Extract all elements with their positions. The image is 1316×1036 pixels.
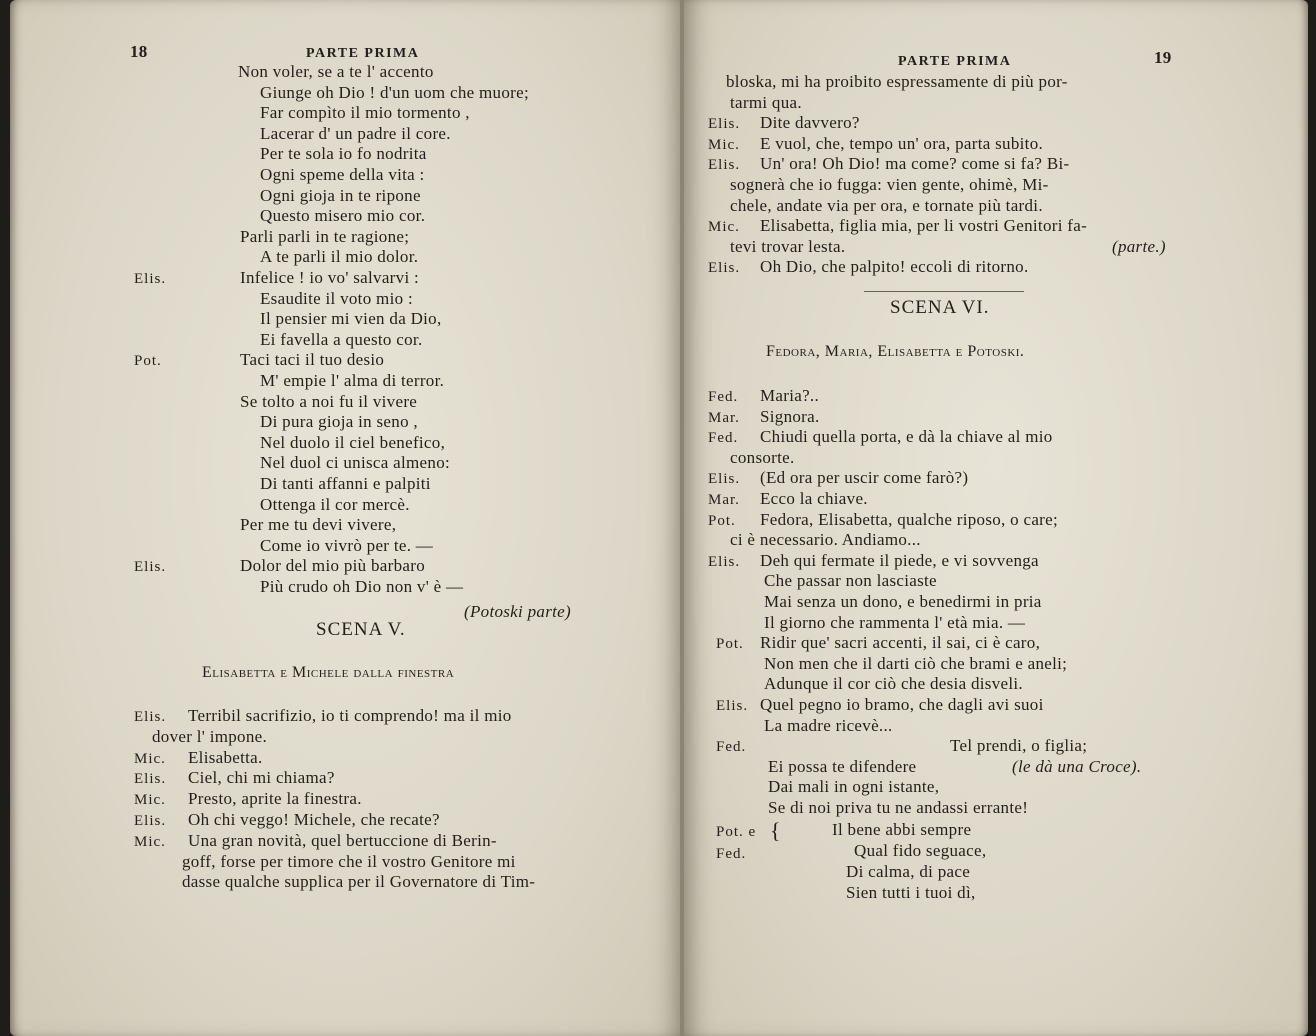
dialogue-line: Dai mali in ogni istante, <box>768 777 940 797</box>
dialogue-line: Che passar non lasciaste <box>764 571 937 591</box>
dialogue-line: Oh chi veggo! Michele, che recate? <box>188 810 440 829</box>
dialogue-line: E vuol, che, tempo un' ora, parta subito. <box>760 133 1044 153</box>
dialogue-line: Maria?.. <box>760 386 820 405</box>
verse-line: Ei favella a questo cor. <box>260 329 423 349</box>
speaker-label: Pot. <box>134 353 162 370</box>
dialogue-line: Elisabetta. <box>188 747 263 767</box>
verse-line: Far compìto il mio tormento , <box>260 103 470 123</box>
dialogue-line: Mai senza un dono, e benedirmi in pria <box>764 592 1042 611</box>
left-page <box>10 0 682 1036</box>
dialogue-line: Oh Dio, che palpito! eccoli di ritorno. <box>760 257 1029 277</box>
dialogue-line: Ciel, chi mi chiama? <box>188 768 335 788</box>
verse-line: Ogni gioja in te ripone <box>260 185 421 205</box>
verse-line: Giunge oh Dio ! d'un uom che muore; <box>260 82 529 102</box>
speaker-label: Mar. <box>708 492 740 508</box>
brace-glyph: { <box>770 818 781 843</box>
dialogue-line: Non men che il darti ciò che brami e aneli; <box>764 653 1068 673</box>
speaker-label: Mic. <box>134 750 166 767</box>
dialogue-line: Ecco la chiave. <box>760 489 868 508</box>
speaker-label: Elis. <box>708 116 741 133</box>
dialogue-line: Signora. <box>760 406 820 426</box>
dialogue-line: bloska, mi ha proibito espressamente di più por- <box>726 72 1068 91</box>
speaker-label: Elis. <box>134 771 167 788</box>
verse-line: Più crudo oh Dio non v' è — <box>260 577 464 596</box>
verse-line: Infelice ! io vo' salvarvi : <box>240 268 420 287</box>
speaker-label: Pot. <box>708 512 736 529</box>
verse-line: Lacerar d' un padre il core. <box>260 123 451 143</box>
page-number: 18 <box>130 42 148 61</box>
verse-line: Come io vivrò per te. — <box>260 535 434 555</box>
running-head: PARTE PRIMA <box>898 54 1012 69</box>
speaker-label: Elis. <box>708 260 741 277</box>
speaker-label: Mic. <box>134 792 166 809</box>
dialogue-line: chele, andate via per ora, e tornate più tardi. <box>730 195 1043 215</box>
verse-line: Sien tutti i tuoi dì, <box>846 883 976 902</box>
right-page <box>684 0 1308 1036</box>
scene-title: SCENA VI. <box>890 297 990 318</box>
speaker-label: Fed. <box>716 846 747 862</box>
dialogue-line: Se di noi priva tu ne andassi errante! <box>768 798 1029 817</box>
stage-direction: (parte.) <box>1112 237 1166 256</box>
verse-line: Esaudite il voto mio : <box>260 288 413 308</box>
verse-line: Dolor del mio più barbaro <box>240 556 426 576</box>
verse-line: Ogni speme della vita : <box>260 165 425 184</box>
dialogue-line: Presto, aprite la finestra. <box>188 789 362 809</box>
dialogue-line: Un' ora! Oh Dio! ma come? come si fa? Bi- <box>760 154 1070 174</box>
speaker-label: Elis. <box>134 709 167 725</box>
dialogue-line: Tel prendi, o figlia; <box>950 736 1088 756</box>
verse-line: Di calma, di pace <box>846 862 971 881</box>
dialogue-line: Quel pegno io bramo, che dagli avi suoi <box>760 695 1044 714</box>
scene-rule <box>864 291 1024 292</box>
dialogue-line: ci è necessario. Andiamo... <box>730 530 921 550</box>
page-number: 19 <box>1154 48 1172 67</box>
speaker-label: Elis. <box>708 157 741 174</box>
dialogue-line: Elisabetta, figlia mia, per li vostri Genitori fa- <box>760 216 1088 236</box>
dialogue-line: Una gran novità, quel bertuccione di Berin- <box>188 830 497 850</box>
verse-line: Il bene abbi sempre <box>832 820 972 839</box>
dialogue-line: consorte. <box>730 447 795 467</box>
verse-line: Per te sola io fo nodrita <box>260 144 427 164</box>
verse-line: A te parli il mio dolor. <box>260 247 419 267</box>
verse-line: Di tanti affanni e palpiti <box>260 474 431 493</box>
scene-characters: Elisabetta e Michele dalla finestra <box>202 664 455 681</box>
dialogue-line: sognerà che io fugga: vien gente, ohimè, Mi- <box>730 175 1049 194</box>
dialogue-line: Chiudi quella porta, e dà la chiave al mio <box>760 427 1053 447</box>
dialogue-line: tarmi qua. <box>730 92 802 112</box>
scene-title: SCENA V. <box>316 619 406 640</box>
dialogue-line: Ei possa te difendere <box>768 756 917 776</box>
speaker-label: Mic. <box>708 219 740 236</box>
speaker-label: Elis. <box>708 553 741 570</box>
dialogue-line: goff, forse per timore che il vostro Genitore mi <box>182 851 516 871</box>
speaker-label: Elis. <box>134 813 167 829</box>
speaker-label: Mic. <box>134 833 166 850</box>
verse-line: Qual fido seguace, <box>854 841 987 860</box>
dialogue-line: dasse qualche supplica per il Governatore di Tim- <box>182 872 536 892</box>
scene-characters: Fedora, Maria, Elisabetta e Potoski. <box>766 343 1025 360</box>
dialogue-line: dover l' impone. <box>152 726 268 746</box>
verse-line: Non voler, se a te l' accento <box>238 62 434 81</box>
verse-line: M' empie l' alma di terror. <box>260 371 445 390</box>
verse-line: Ottenga il cor mercè. <box>260 494 410 514</box>
speaker-label: Pot. e <box>716 824 757 840</box>
verse-line: Per me tu devi vivere, <box>240 515 397 535</box>
speaker-label: Mar. <box>708 409 740 426</box>
dialogue-line: Terribil sacrifizio, io ti comprendo! ma il mio <box>188 706 512 725</box>
dialogue-line: tevi trovar lesta. <box>730 236 846 256</box>
speaker-label: Pot. <box>716 636 744 653</box>
speaker-label: Fed. <box>708 430 739 447</box>
stage-direction: (Potoski parte) <box>464 602 571 621</box>
speaker-label: Fed. <box>716 739 747 756</box>
verse-line: Nel duol ci unisca almeno: <box>260 453 451 473</box>
dialogue-line: Fedora, Elisabetta, qualche riposo, o care; <box>760 509 1059 529</box>
speaker-label: Elis. <box>716 698 749 714</box>
speaker-label: Elis. <box>708 471 741 488</box>
dialogue-line: Deh qui fermate il piede, e vi sovvenga <box>760 550 1039 570</box>
speaker-label: Mic. <box>708 136 740 153</box>
verse-line: Se tolto a noi fu il vivere <box>240 391 418 411</box>
dialogue-line: (Ed ora per uscir come farò?) <box>760 468 969 488</box>
stage-direction: (le dà una Croce). <box>1012 757 1142 776</box>
dialogue-line: La madre ricevè... <box>764 715 893 735</box>
dialogue-line: Dite davvero? <box>760 113 860 133</box>
verse-line: Taci taci il tuo desio <box>240 350 385 370</box>
speaker-label: Elis. <box>134 271 167 287</box>
dialogue-line: Adunque il cor ciò che desia disveli. <box>764 674 1023 694</box>
speaker-label: Elis. <box>134 559 167 576</box>
running-head: PARTE PRIMA <box>306 46 420 61</box>
dialogue-line: Ridir que' sacri accenti, il sai, ci è caro, <box>760 633 1041 653</box>
verse-line: Parli parli in te ragione; <box>240 226 410 246</box>
verse-line: Nel duolo il ciel benefico, <box>260 432 446 452</box>
verse-line: Questo misero mio cor. <box>260 206 426 226</box>
dialogue-line: Il giorno che rammenta l' età mia. — <box>764 612 1026 632</box>
verse-line: Il pensier mi vien da Dio, <box>260 309 442 329</box>
speaker-label: Fed. <box>708 389 739 405</box>
verse-line: Di pura gioja in seno , <box>260 412 418 432</box>
